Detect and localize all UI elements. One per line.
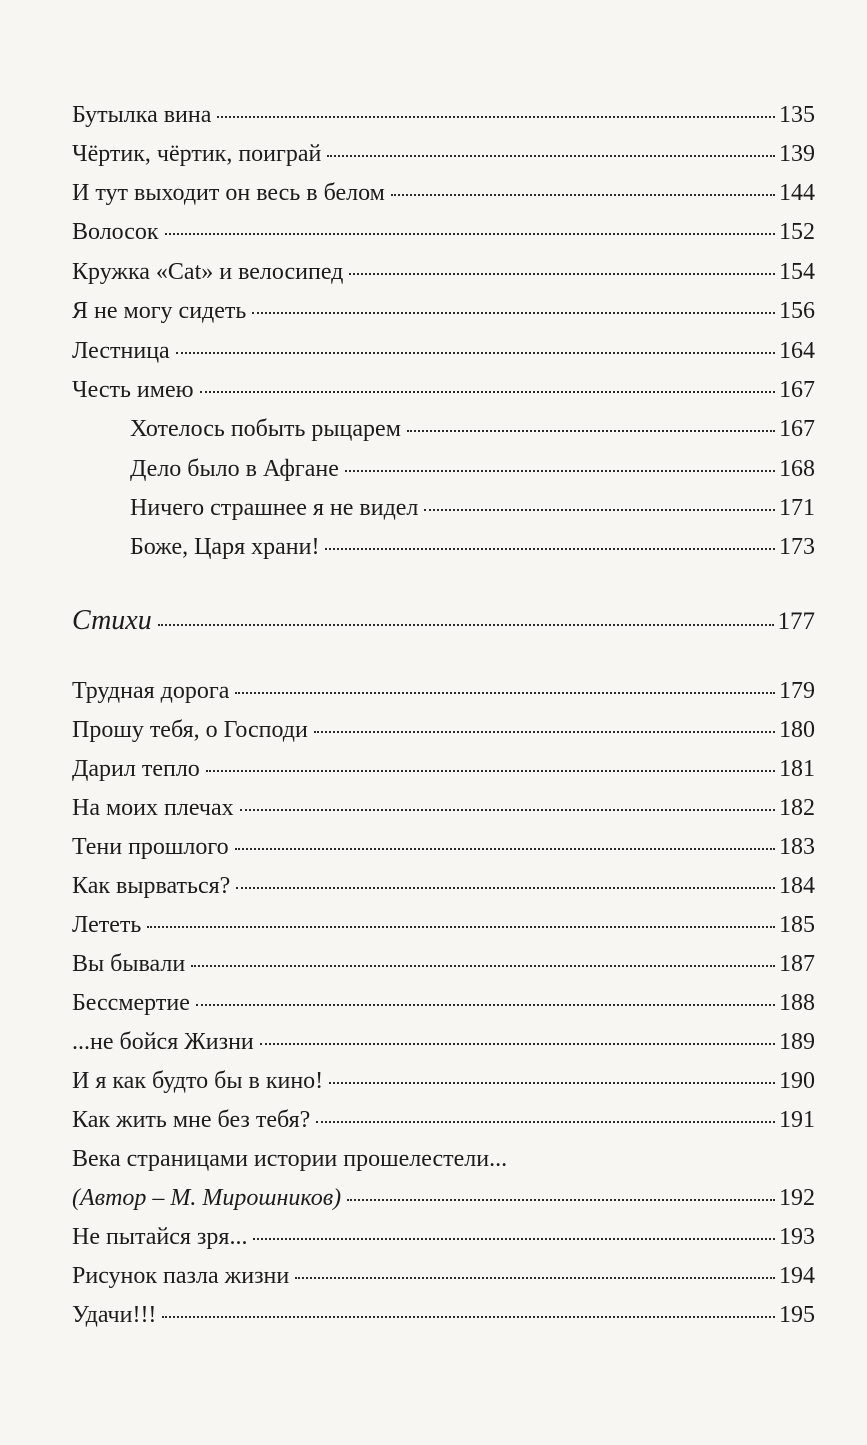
toc-entry bbox=[72, 100, 815, 130]
toc-entry-page: 156 bbox=[779, 298, 815, 324]
dot-leader bbox=[325, 548, 775, 550]
toc-entry-title: Бутылка вина bbox=[72, 102, 212, 128]
toc-entry bbox=[72, 793, 815, 823]
dot-leader bbox=[329, 1082, 775, 1084]
dot-leader bbox=[347, 1199, 775, 1201]
toc-entry bbox=[72, 375, 815, 405]
dot-leader bbox=[236, 887, 775, 889]
toc-entry-page: 154 bbox=[779, 259, 815, 285]
toc-entry-page: 184 bbox=[779, 873, 815, 899]
section-title: Стихи bbox=[72, 605, 152, 636]
dot-leader bbox=[253, 1238, 775, 1240]
toc-entry-page: 190 bbox=[779, 1068, 815, 1094]
toc-entry-title-line1: Века страницами истории прошелестели... bbox=[72, 1146, 508, 1172]
toc-entry-page: 195 bbox=[779, 1302, 815, 1328]
toc-entry bbox=[72, 257, 815, 287]
dot-leader bbox=[206, 770, 775, 772]
dot-leader bbox=[191, 965, 775, 967]
toc-entry-title: Трудная дорога bbox=[72, 678, 230, 704]
toc-entry bbox=[72, 336, 815, 366]
toc-entry-title: Лететь bbox=[72, 912, 142, 938]
toc-subentry bbox=[130, 532, 815, 562]
toc-entry-page: 168 bbox=[779, 456, 815, 482]
toc-entry-page: 139 bbox=[779, 141, 815, 167]
toc-entry bbox=[72, 832, 815, 862]
dot-leader bbox=[327, 155, 775, 157]
toc-subentry bbox=[130, 414, 815, 444]
toc-entry-page: 135 bbox=[779, 102, 815, 128]
toc-entry bbox=[72, 178, 815, 208]
toc-entry bbox=[72, 1261, 815, 1291]
toc-entry-title: Чёртик, чёртик, поиграй bbox=[72, 141, 322, 167]
toc-entry-page: 187 bbox=[779, 951, 815, 977]
toc-entry bbox=[72, 1222, 815, 1252]
dot-leader bbox=[196, 1004, 775, 1006]
toc-entry-title: Как жить мне без тебя? bbox=[72, 1107, 311, 1133]
toc-entry-title: Ничего страшнее я не видел bbox=[130, 495, 419, 521]
dot-leader bbox=[147, 926, 775, 928]
toc-subentry bbox=[130, 454, 815, 484]
toc-entry bbox=[72, 296, 815, 326]
toc-entry-title: ...не бойся Жизни bbox=[72, 1029, 254, 1055]
toc-entry-page: 188 bbox=[779, 990, 815, 1016]
toc-entry-page: 182 bbox=[779, 795, 815, 821]
toc-entry-title: Удачи!!! bbox=[72, 1302, 157, 1328]
toc-entry-title: Я не могу сидеть bbox=[72, 298, 247, 324]
dot-leader bbox=[176, 352, 775, 354]
toc-entry-title: Лестница bbox=[72, 338, 170, 364]
toc-entry bbox=[72, 1027, 815, 1057]
toc-entry bbox=[72, 217, 815, 247]
toc-entry-page: 181 bbox=[779, 756, 815, 782]
toc-entry-title: Прошу тебя, о Господи bbox=[72, 717, 308, 743]
dot-leader bbox=[252, 312, 775, 314]
toc-entry bbox=[72, 871, 815, 901]
toc-entry-title: Дело было в Афгане bbox=[130, 456, 339, 482]
toc-entry-title: Бессмертие bbox=[72, 990, 190, 1016]
toc-entry-title: Тени прошлого bbox=[72, 834, 229, 860]
toc-entry-page: 194 bbox=[779, 1263, 815, 1289]
toc-entry-title: Вы бывали bbox=[72, 951, 186, 977]
toc-entry bbox=[72, 139, 815, 169]
toc-entry-page: 189 bbox=[779, 1029, 815, 1055]
toc-entry-title: Кружка «Cat» и велосипед bbox=[72, 259, 344, 285]
toc-section-heading bbox=[72, 604, 815, 638]
toc-entry bbox=[72, 1300, 815, 1330]
dot-leader bbox=[217, 116, 775, 118]
dot-leader bbox=[235, 692, 775, 694]
dot-leader bbox=[316, 1121, 775, 1123]
toc-subentry bbox=[130, 493, 815, 523]
toc-entry-page: 144 bbox=[779, 180, 815, 206]
toc-entry-author: (Автор – М. Мирошников) bbox=[72, 1185, 342, 1211]
toc-entry-title: Боже, Царя храни! bbox=[130, 534, 320, 560]
toc-entry-title: Рисунок пазла жизни bbox=[72, 1263, 290, 1289]
toc-entry-title: Как вырваться? bbox=[72, 873, 231, 899]
toc-entry bbox=[72, 715, 815, 745]
dot-leader bbox=[235, 848, 775, 850]
dot-leader bbox=[165, 233, 775, 235]
toc-entry bbox=[72, 910, 815, 940]
dot-leader bbox=[424, 509, 775, 511]
dot-leader bbox=[407, 430, 775, 432]
toc-entry-page: 152 bbox=[779, 219, 815, 245]
toc-entry bbox=[72, 1183, 815, 1213]
toc-entry bbox=[72, 988, 815, 1018]
toc-entry-title: И я как будто бы в кино! bbox=[72, 1068, 324, 1094]
toc-entry-page: 167 bbox=[779, 377, 815, 403]
toc-entry-page: 185 bbox=[779, 912, 815, 938]
toc-entry-page: 173 bbox=[779, 534, 815, 560]
toc-entry-title: Волосок bbox=[72, 219, 159, 245]
dot-leader bbox=[314, 731, 775, 733]
toc-entry-title: Честь имею bbox=[72, 377, 194, 403]
toc-entry bbox=[72, 1105, 815, 1135]
toc-entry bbox=[72, 754, 815, 784]
dot-leader bbox=[162, 1316, 775, 1318]
toc-entry bbox=[72, 676, 815, 706]
toc-entry-page: 167 bbox=[779, 416, 815, 442]
toc-entry-page: 180 bbox=[779, 717, 815, 743]
toc-entry-page: 191 bbox=[779, 1107, 815, 1133]
dot-leader bbox=[345, 470, 775, 472]
toc-entry bbox=[72, 1066, 815, 1096]
dot-leader bbox=[391, 194, 775, 196]
toc-entry-page: 179 bbox=[779, 678, 815, 704]
toc-entry-title: Не пытайся зря... bbox=[72, 1224, 248, 1250]
toc-entry-page: 193 bbox=[779, 1224, 815, 1250]
toc-entry-page: 164 bbox=[779, 338, 815, 364]
toc-entry-title: И тут выходит он весь в белом bbox=[72, 180, 385, 206]
toc-entry bbox=[72, 949, 815, 979]
toc-entry-page: 192 bbox=[779, 1185, 815, 1211]
toc-entry-page: 183 bbox=[779, 834, 815, 860]
dot-leader bbox=[349, 273, 775, 275]
toc-entry-page: 171 bbox=[779, 495, 815, 521]
toc-entry-title: На моих плечах bbox=[72, 795, 234, 821]
dot-leader bbox=[295, 1277, 775, 1279]
section-page: 177 bbox=[777, 608, 815, 635]
toc-entry-title: Дарил тепло bbox=[72, 756, 200, 782]
dot-leader bbox=[200, 391, 775, 393]
dot-leader bbox=[260, 1043, 775, 1045]
dot-leader bbox=[240, 809, 775, 811]
dot-leader bbox=[158, 624, 774, 626]
toc-entry-title: Хотелось побыть рыцарем bbox=[130, 416, 401, 442]
